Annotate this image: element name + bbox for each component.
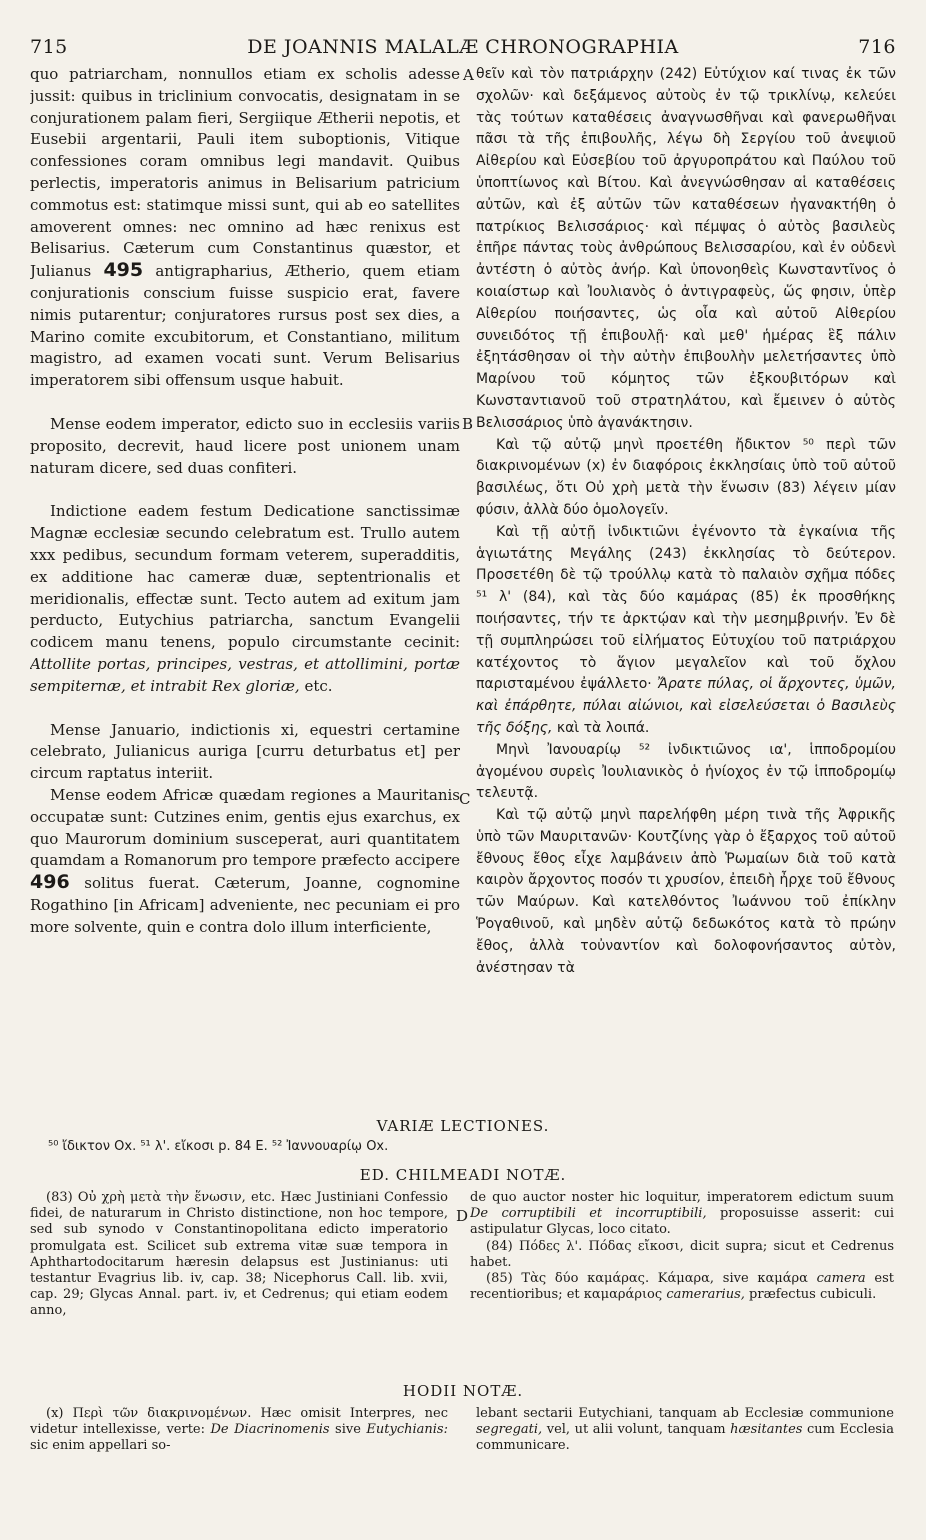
note-italic: hæsitantes <box>730 1422 803 1438</box>
latin-text: solitus fuerat. Cæterum, Joanne, cognomine Rogathino [in Africam] adveniente, nec pecuniam ei pro more solvente, quin e contra dolo illum interficiente, <box>30 874 460 936</box>
margin-marker-d: D <box>456 1207 469 1225</box>
note-text: sive <box>335 1422 361 1438</box>
chilmead-notes-right <box>470 1190 894 1380</box>
chilmead-notes-left <box>30 1190 448 1380</box>
greek-paragraph-4: Μηνὶ Ἰανουαρίῳ ⁵² ἰνδικτιῶνος ια', ἱπποδρομίου ἀγομένου συρεὶς Ἰουλιανικὸς ὁ ἡνίοχος ἐν τῷ ἱπποδρομίῳ τελευτᾷ. <box>476 741 896 802</box>
note-text: (85) Τὰς δύο καμάρας. Κάμαρα, sive καμάρα <box>486 1271 808 1287</box>
greek-paragraph-5: Καὶ τῷ αὐτῷ μηνὶ παρελήφθη μέρη τινὰ τῆς Ἀφρικῆς ὑπὸ τῶν Μαυριτανῶν· Κουτζίνης γὰρ ὁ ἔξαρχος τοῦ αὐτοῦ ἔθνους ἔθος εἶχε λαμβάνειν ἀπὸ Ῥωμαίων διὰ τοῦ κατὰ καιρὸν ἄρχοντος ποσόν τι χρυσίον, ἐπειδὴ ἦρχε τοῦ ἔθνους τῶν Μαύρων. Καὶ κατελθόντος Ἰωάννου τοῦ ἐπίκλην Ῥογαθινοῦ, καὶ μηδὲν αὐτῷ δεδωκότος κατὰ τὸ πρώην ἔθος, ἀλλὰ τοὐναντίον καὶ δολοφονήσαντος αὐτὸν, ἀνέστησαν τὰ <box>476 807 896 976</box>
note-x-continued <box>476 1406 894 1455</box>
greek-text: Καὶ τῇ αὐτῇ ἰνδικτιῶνι ἐγένοντο τὰ ἐγκαίνια τῆς ἁγιωτάτης Μεγάλης (243) ἐκκλησίας τὸ δεύτερον. Προσετέθη δὲ τῷ τρούλλῳ κατὰ τὸ παλαιὸν σχῆμα πόδες ⁵¹ λ' (84), καὶ τὰς δύο καμάρας (85) ἐκ προσθήκης ποιήσαντες, τήν τε ἀρκτῴαν καὶ τὴν μεσημβρινήν. Ἐν δὲ τῇ συμπληρώσει τοῦ εἰλήματος Εὐτυχίου τοῦ πατριάρχου κατέχοντος τὸ ἅγιον μεγαλεῖον καὶ τοῦ ὄχλου παρισταμένου ἐψάλλετο· <box>476 523 896 693</box>
latin-quotation: Attollite portas, principes, vestras, et attollimini, portæ sempiternæ, et intrabit Rex gloriæ, <box>30 654 460 695</box>
latin-text: quo patriarcham, nonnullos etiam ex scholis adesse jussit: quibus in triclinium convocatis, designatam in se conjurationem palam fieri, Sergiique Ætherii nepotis, et Eusebii argentarii, Pauli item suboptionis, Vitique confessiones coram omnibus legi mandavit. Quibus perlectis, imperatoris animus in Belisarium patricium commotus est: statimque missi sunt, qui ab eo satellites amoverent omnes: nec omnino ad hæc renixus est Belisarius. Cæterum cum Constantinus quæstor, et Julianus <box>30 65 460 281</box>
variae-lectiones-line: ⁵⁰ ἴδικτον Ox. ⁵¹ λ'. εἴκοσι p. 84 E. ⁵² Ἰαννουαρίῳ Ox. <box>48 1139 389 1154</box>
edition-page-number: 496 <box>30 871 70 894</box>
page-number-left: 715 <box>30 36 68 58</box>
margin-marker-a: A <box>463 66 474 84</box>
note-italic: Eutychianis: <box>366 1422 448 1438</box>
note-text: lebant sectarii Eutychiani, tanquam ab Ecclesiæ communione <box>476 1406 894 1421</box>
latin-paragraph-2: Mense eodem imperator, edicto suo in ecclesiis variis proposito, decrevit, haud licere post unionem unam naturam dicere, sed duas confiteri. <box>30 414 460 477</box>
note-84: (84) Πόδες λ'. Πόδας εἴκοσι, dicit supra; sicut et Cedrenus habet. <box>470 1238 894 1270</box>
note-text: cum Ecclesia communicare. <box>476 1422 894 1454</box>
greek-paragraph-2: Καὶ τῷ αὐτῷ μηνὶ προετέθη ἤδικτον ⁵⁰ περὶ τῶν διακρινομένων (x) ἐν διαφόροις ἐκκλησίαις ὑπὸ τοῦ αὐτοῦ βασιλέως, ὅτι Οὐ χρὴ μετὰ τὴν ἕνωσιν (83) λέγειν μίαν φύσιν, ἀλλὰ δύο ὁμολογεῖν. <box>476 436 896 518</box>
variae-lectiones-title: VARIÆ LECTIONES. <box>376 1117 550 1135</box>
latin-column <box>30 64 460 1114</box>
page-number-right: 716 <box>858 36 896 58</box>
latin-paragraph-3 <box>30 501 460 697</box>
edition-page-number: 495 <box>103 259 144 282</box>
running-title: DE JOANNIS MALALÆ CHRONOGRAPHIA <box>247 36 679 58</box>
latin-text: antigrapharius, Ætherio, quem etiam conjurationis conscium fuisse suspicio erat, favere nimis putarentur; conjuratores rursus post sex dies, a Marino comite excubitorum, et Constantiano, militum magistro, ad examen vocati sunt. Verum Belisarius imperatorem sibi offensum usque habuit. <box>30 262 460 390</box>
note-text: de quo auctor noster hic loquitur, imperatorem edictum suum <box>470 1190 894 1205</box>
note-italic: camera <box>816 1271 866 1287</box>
greek-column <box>476 64 896 1114</box>
latin-paragraph-4: Mense Januario, indictionis xi, equestri certamine celebrato, Julianicus auriga [curru deturbatus et] per circum raptatus interiit. <box>30 720 460 783</box>
margin-marker-b: B <box>462 415 474 433</box>
greek-quotation: Ἄρατε πύλας, οἱ ἄρχοντες, ὑμῶν, καὶ ἐπάρθητε, πύλαι αἰώνιοι, καὶ εἰσελεύσεται ὁ Βασιλεὺς τῆς δόξης, <box>476 676 896 736</box>
note-text: proposuisse asserit: cui astipulatur Glycas, loco citato. <box>470 1206 894 1238</box>
margin-marker-c: C <box>459 790 471 808</box>
note-text: sic enim appellari so- <box>30 1438 171 1454</box>
hodii-notes-right <box>476 1406 894 1466</box>
latin-paragraph-5 <box>30 785 460 939</box>
note-x <box>30 1406 448 1455</box>
note-83: (83) Οὐ χρὴ μετὰ τὴν ἕνωσιν, etc. Hæc Justiniani Confessio fidei, de naturarum in Christo distinctione, non hoc tempore, sed sub synodo v Constantinopolitana edicto imperatorio promulgata est. Scilicet sub extrema vitæ suæ tempora in Aphthartodocitarum hæresin delapsus est Justinianus: uti testantur Evagrius lib. iv, cap. 38; Nicephorus Call. lib. xvii, cap. 29; Glycas Annal. part. iv, et Cedrenus; qui etiam eodem anno, <box>30 1190 448 1319</box>
greek-paragraph-1: θεῖν καὶ τὸν πατριάρχην (242) Εὐτύχιον καί τινας ἐκ τῶν σχολῶν· καὶ δεξάμενος αὐτοὺς ἐν τῷ τρικλίνῳ, κελεύει τὰς τούτων καταθέσεις ἀναγνωσθῆναι καὶ φανερωθῆναι πᾶσι τὰ τῆς ἐπιβουλῆς, λέγω δὴ Σεργίου τοῦ ἀνεψιοῦ Αἰθερίου καὶ Εὐσεβίου τοῦ ἀργυροπράτου καὶ Παύλου τοῦ ὑποπτίωνος καὶ Βίτου. Καὶ ἀνεγνώσθησαν αἱ καταθέσεις αὐτῶν, καὶ ἐξ αὐτῶν τῶν καταθέσεων ἠγανακτήθη ὁ πατρίκιος Βελισσάριος· καὶ πέμψας ὁ αὐτὸς βασιλεὺς ἐπῆρε πάντας τοὺς ἀνθρώπους Βελισσαρίου, καὶ ἐν οὐδενὶ ἀντέστη ὁ αὐτὸς ἀνήρ. Καὶ ὑπονοηθεὶς Κωνσταντῖνος ὁ κοιαίστωρ καὶ Ἰουλιανὸς ὁ ἀντιγραφεὺς, ὥς φησιν, ὑπὲρ Αἰθερίου ποιήσαντες, ὡς οἷα καὶ αὐτοῦ Αἰθερίου συνειδότος τῇ ἐπιβουλῇ· καὶ μεθ' ἡμέρας ἓξ πάλιν ἐξητάσθησαν οἱ τὴν αὐτὴν ἐπιβουλὴν μελετήσαντες ὑπὸ Μαρίνου τοῦ κόμητος τῶν ἐξκουβιτόρων καὶ Κωνσταντιανοῦ τοῦ στρατηλάτου, καὶ ἔμεινεν ὁ αὐτὸς Βελισσάριος ὑπὸ ἀγανάκτησιν. <box>476 66 896 431</box>
note-85 <box>470 1271 894 1303</box>
note-text: vel, ut alii volunt, tanquam <box>546 1422 726 1438</box>
note-italic: segregati, <box>476 1422 543 1438</box>
latin-text: Indictione eadem festum Dedicatione sanctissimæ Magnæ ecclesiæ secundo celebratum est. Trullo autem xxx pedibus, secundum formam veterem, superadditis, ex additione hac cameræ duæ, septentrionalis et meridionalis, effectæ sunt. Tecto autem ad exitum jam perducto, Eutychius patriarcha, sanctum Evangelii codicem manu tenens, populo circumstante cecinit: <box>30 502 460 652</box>
chilmead-notes-title: ED. CHILMEADI NOTÆ. <box>359 1166 567 1184</box>
page-header <box>30 36 896 62</box>
note-italic: camerarius, <box>666 1287 745 1303</box>
hodii-notes-left <box>30 1406 448 1466</box>
note-text: præfectus cubiculi. <box>749 1287 877 1303</box>
note-text: (x) Περὶ τῶν διακρινομένων. Hæc omisit Interpres, nec videtur intellexisse, verte: <box>30 1406 448 1438</box>
latin-text: Mense eodem Africæ quædam regiones a Mauritanis occupatæ sunt: Cutzines enim, gentis ejus exarchus, ex quo Maurorum dominium susceperat, auri quantitatem quamdam a Romanorum pro tempore præfecto accipere <box>30 785 460 870</box>
latin-paragraph-1 <box>30 64 460 392</box>
greek-text: καὶ τὰ λοιπά. <box>556 719 650 736</box>
note-text: est recentioribus; et καμαράριος <box>470 1271 894 1303</box>
latin-text: etc. <box>304 676 333 695</box>
note-83-continued <box>470 1190 894 1239</box>
note-italic: De Diacrinomenis <box>210 1422 330 1438</box>
greek-paragraph-3 <box>476 522 896 740</box>
note-italic: De corruptibili et incorruptibili, <box>470 1206 707 1222</box>
hodii-notes-title: HODII NOTÆ. <box>402 1382 524 1400</box>
